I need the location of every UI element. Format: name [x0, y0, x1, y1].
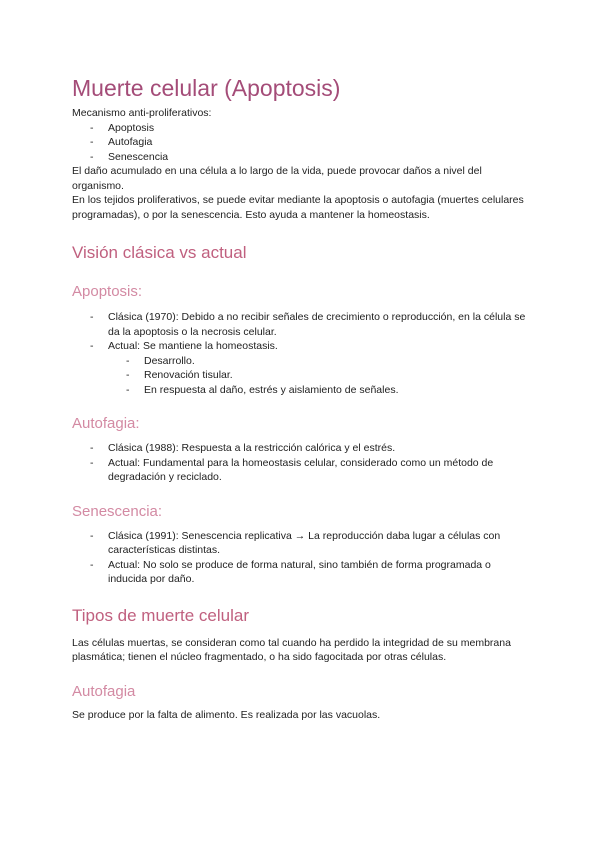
list-item-text: Apoptosis [108, 121, 155, 134]
bullet-dash: - [90, 121, 94, 134]
list-item [72, 135, 532, 150]
list-item [72, 150, 532, 165]
intro-paragraph-1: El daño acumulado en una célula a lo largo de la vida, puede provocar daños a nivel del organismo. [72, 165, 482, 192]
bullet-dash: - [90, 150, 94, 163]
list-item-text: Renovación tisular. [144, 369, 233, 381]
list-item-text: Actual: Se mantiene la homeostasis. [108, 340, 278, 352]
subheading-autofagia-tipos: Autofagia [72, 682, 136, 700]
intro-paragraph-2: En los tejidos proliferativos, se puede evitar mediante la apoptosis o autofagia (muertes celulares programadas), o por la senescencia. Esto ayuda a mantener la homeostasis. [72, 194, 524, 221]
list-item [72, 529, 532, 558]
autofagia-list [72, 441, 532, 485]
list-item [72, 339, 532, 354]
bullet-dash: - [90, 558, 94, 571]
list-item-text: En respuesta al daño, estrés y aislamiento de señales. [144, 383, 399, 396]
list-item-text: Clásica (1988): Respuesta a la restricción calórica y el estrés. [108, 442, 396, 454]
bullet-dash: - [90, 456, 94, 469]
list-item-text: Actual: Fundamental para la homeostasis celular, considerado como un método de degradación y reciclado. [108, 456, 494, 483]
list-item-text: Clásica (1970): Debido a no recibir señales de crecimiento o reproducción, en la célula se da la apoptosis o la necrosis celular. [108, 311, 526, 338]
list-item [72, 558, 532, 587]
list-item [72, 354, 532, 369]
list-item [72, 310, 532, 339]
mechanisms-label: Mecanismo anti-proliferativos: [72, 107, 212, 119]
page-title: Muerte celular (Apoptosis) [72, 75, 341, 101]
subheading-autofagia: Autofagia: [72, 415, 140, 432]
mechanisms-list [72, 121, 532, 165]
apoptosis-list [72, 310, 532, 397]
list-item-text: Desarrollo. [144, 354, 195, 367]
subheading-senescencia: Senescencia: [72, 502, 163, 520]
bullet-dash: - [90, 311, 94, 323]
bullet-dash: - [90, 529, 94, 542]
bullet-dash: - [90, 442, 94, 454]
bullet-dash: - [126, 383, 130, 396]
section-heading-tipos: Tipos de muerte celular [72, 605, 250, 625]
list-item [72, 121, 532, 136]
list-item-text: Autofagia [108, 136, 153, 148]
bullet-dash: - [90, 340, 94, 352]
list-item-text: Clásica (1991): Senescencia replicativa → La reproducción daba lugar a células con características distintas. [108, 529, 501, 556]
list-item [72, 368, 532, 383]
list-item [72, 441, 532, 456]
document-page [72, 72, 532, 722]
bullet-dash: - [126, 354, 130, 367]
autofagia-paragraph: Se produce por la falta de alimento. Es realizada por las vacuolas. [72, 708, 381, 721]
tipos-paragraph: Las células muertas, se consideran como tal cuando ha perdido la integridad de su membrana plasmática; tienen el núcleo fragmentado, o ha sido fagocitada por otras células. [72, 636, 511, 663]
section-heading-vision: Visión clásica vs actual [72, 243, 247, 262]
bullet-dash: - [126, 369, 130, 381]
subheading-apoptosis: Apoptosis: [72, 283, 143, 300]
list-item-text: Actual: No solo se produce de forma natural, sino también de forma programada o inducida por daño. [108, 558, 491, 585]
list-item-text: Senescencia [108, 150, 169, 163]
list-item [72, 383, 532, 398]
senescencia-list [72, 529, 532, 587]
bullet-dash: - [90, 136, 94, 148]
list-item [72, 456, 532, 485]
